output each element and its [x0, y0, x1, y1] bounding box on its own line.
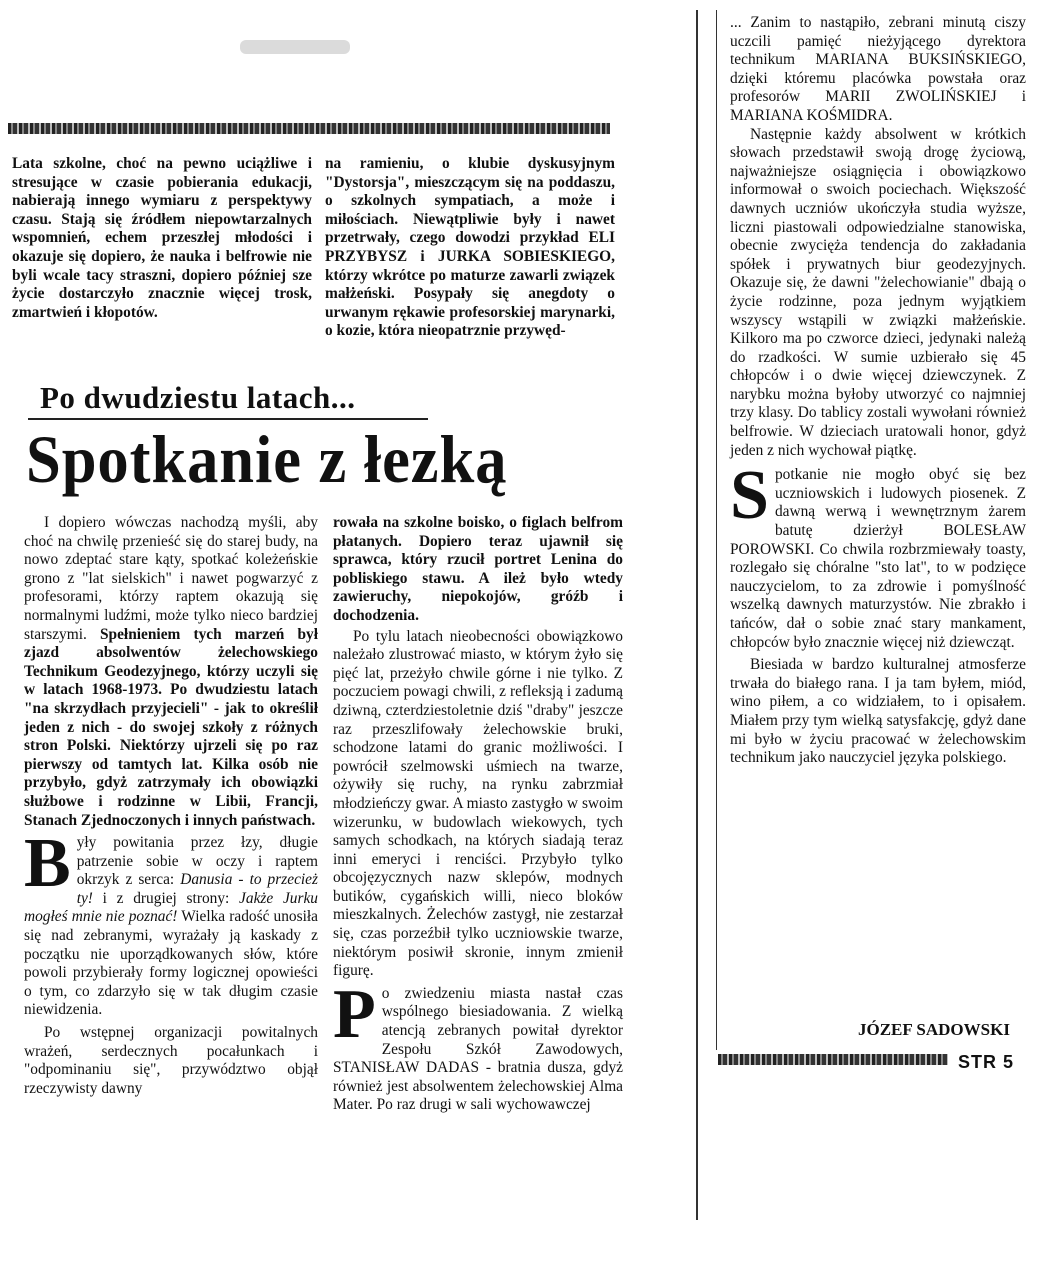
- body-text-bold: Spełnieniem tych marzeń był zjazd absolwentów żelechowskiego Technikum Geodezyjnego, którzy uczyli się w latach 1968-1973. Po dwudziestu latach "na skrzydłach przyjecieli" - jak to określił jeden z nich - do swojej szkoły z różnych stron Polski. Niektórzy ujrzeli się po raz pierwszy od tamtych lat. Kilka osób nie przybyło, gdyż zatrzymały ich obowiązki służbowe i rodzinne w Libii, Francji, Stanach Zjednoczonych i innych państwach.: [24, 625, 318, 829]
- body-paragraph: ... Zanim to nastąpiło, zebrani minutą ciszy uczcili pamięć nieżyjącego dyrektora technikum MARIANA BUKSIŃSKIEGO, dzięki któremu placówka powstała oraz profesorów MARII ZWOLIŃSKIEJ i MARIANA KOŚMIDRA.: [730, 14, 1026, 124]
- article-kicker: Po dwudziestu latach...: [40, 380, 356, 415]
- drop-cap: S: [730, 457, 769, 535]
- lead-paragraph-2: na ramieniu, o klubie dyskusyjnym "Dystorsja", mieszczącym się na poddaszu, o szkolnych sympatiach, a może i miłościach. Niewątpliwie były i nawet przetrwały, czego dowodzi przykład ELI PRZYBYSZ i JURKA SOBIESKIEGO, którzy wkrótce po maturze zawarli związek małżeński. Posypały się anegdoty o urwanym rękawie profesorskiej marynarki, o kozie, która nieopatrznie przywęd-: [325, 155, 615, 340]
- bottom-separator-bar: [718, 1054, 948, 1065]
- body-paragraph: Po tylu latach nieobecności obowiązkowo należało zlustrować miasto, w którym żyło się pięć lat, przeżyło chwile górne i nie tylko. Z poczuciem powagi chwili, z refleksją i zadumą dziwną, czterdziestoletnie dziś "draby" jeszcze raz przeszlifowały żelechowskie bruki, schodzone latami do granic możliwości. I powrócił szelmowski uśmiech na twarze, ożywiły się ruchy, na rynku zabrzmiał młodzieńczy gwar. A miasto zastygło w swoim wizerunku, w budowlach wiekowych, tych samych schodkach, na których siadają teraz inni emeryci i renciści. Przybyło tylko obcojęzycznych nazw sklepów, modnych butików, cygańskich willi, nieco bloków mieszkalnych. Żelechów zastygł, nie zestarzał się, czas porzeźbił tylko uczniowskie twarze, niektórym posiwił skronie, innym zmienił figurę.: [333, 627, 623, 980]
- body-paragraph: rowała na szkolne boisko, o figlach belfrom płatanych. Dopiero teraz ujawnił się sprawca, który rzucił portret Lenina do pobliskiego stawu. A ileż było wtedy zawieruchy, niepokojów, gróźb i dochodzenia.: [333, 514, 623, 624]
- author-signature: JÓZEF SADOWSKI: [858, 1020, 1010, 1039]
- drop-cap: B: [24, 825, 71, 903]
- lead-col-1: [12, 155, 312, 322]
- body-text: I dopiero wówczas nachodzą myśli, aby choć na chwilę przenieść się do starej budy, na nowo zdeptać stare kąty, spotkać koleżeńskie grono z "lat sielskich" i nawet pogwarzyć z profesorami, którzy raptem okazują się normalnymi ludźmi, może tylko nieco bardziej starszymi.: [24, 514, 318, 643]
- body-paragraph: Po wstępnej organizacji powitalnych wrażeń, serdecznych pocałunkach i "odpominaniu się", przywództwo objął rzeczywisty dawny: [24, 1024, 318, 1097]
- top-separator-bar: [8, 123, 610, 134]
- column-rule: [696, 10, 698, 1220]
- body-paragraph: Następnie każdy absolwent w krótkich słowach przedstawił swoją drogę życiową, najważniejsze osiągnięcia i obowiązkowo informował o swoich pociechach. Większość dawnych uczniów ukończyła studia wyższe, liczni piastowali odpowiedzialne stanowiska, obecnie zwycięża tendencja do zakładania spółek i prywatnych biur geodezyjnych. Okazuje się, że dawni "żelechowianie" dbają o życie rodzinne, poza jednym wyjątkiem wszyscy wstąpili w związki małżeńskie. Kilkoro ma po czworce dzieci, jedynaki należą do rzadkości. W sumie uzbierało się 45 chłopców i o dwie więcej dziewczynek. Z narybku można byłoby utworzyć co najmniej trzy klasy. Do tablicy zostali wywołani również belfrowie. W dzieciach uratowali honor, gdyż jeden z nich wychował piątkę.: [730, 125, 1026, 459]
- body-col-3: [730, 14, 1026, 768]
- body-col-1: [24, 514, 318, 1098]
- article-headline: Spotkanie z łezką: [26, 421, 508, 497]
- column-rule-right: [716, 10, 717, 1050]
- body-quote: Jakże Jurku mogłeś mnie nie poznać!: [24, 889, 318, 926]
- body-text: yły powitania przez łzy, długie patrzenie sobie w oczy i raptem okrzyk z serca:: [76, 834, 318, 889]
- page-number: STR 5: [958, 1052, 1015, 1072]
- body-paragraph: [24, 514, 318, 830]
- body-text: o zwiedzeniu miasta nastał czas wspólnego biesiadowania. Z wielką atencją zebranych powitał dyrektor Zespołu Szkół Zawodowych, STANISŁAW DADAS - bratnia dusza, gdyż również jest absolwentem żelechowskiej Alma Mater. Po raz drugi w sali wychowawczej: [333, 984, 623, 1114]
- drop-cap: P: [333, 975, 376, 1053]
- body-text: potkanie nie mogło obyć się bez uczniowskich i ludowych piosenek. Z dawną werwą i wewnętrznym żarem batutę dzierżył BOLESŁAW POROWSKI. Co chwila rozbrzmiewały toasty, rozlegało się chóralne "sto lat", to w podzięce nauczycielom, to za zdrowie i pomyślność wszelką dawnych maturzystów. Nie zbrakło i tańców, dał o sobie znać stary mankament, chłopców było znacznie więcej niż dziewcząt.: [730, 466, 1026, 651]
- lead-paragraph-1: Lata szkolne, choć na pewno uciążliwe i stresujące w czasie pobierania edukacji, nabierają innego wymiaru z perspektywy czasu. Stają się źródłem niepowtarzalnych wspomnień, echem przeszłej młodości i okazuje się dopiero, że nauka i belfrowie nie byli wcale tacy straszni, dopiero później sze życie dostarczyło znacznie więcej trosk, zmartwień i kłopotów.: [12, 155, 312, 321]
- body-paragraph: [24, 825, 318, 1020]
- body-col-2: [333, 514, 623, 1115]
- body-text: i z drugiej strony:: [102, 889, 230, 907]
- body-text: Wielka radość unosiła się nad zebranymi, wyrażały ją kaskady z początku nie uporządkowanych słów, które powoli przybierały formy logicznej opowieści o tym, co zdarzyło się w tak długim czasie niewidzenia.: [24, 908, 318, 1019]
- scan-smudge: [240, 40, 350, 54]
- body-paragraph: [730, 457, 1026, 652]
- body-quote: Danusia - to przecież ty!: [76, 871, 318, 907]
- body-paragraph: [333, 975, 623, 1115]
- lead-col-2: [325, 155, 615, 341]
- body-paragraph: Biesiada w bardzo kulturalnej atmosferze trwała do białego rana. I ja tam byłem, miód, wino piłem, a co widziałem, to i opisałem. Miałem przy tym wielką satysfakcję, gdyż dane mi było w życiu pracować w żelechowskim technikum jako nauczyciel języka polskiego.: [730, 656, 1026, 767]
